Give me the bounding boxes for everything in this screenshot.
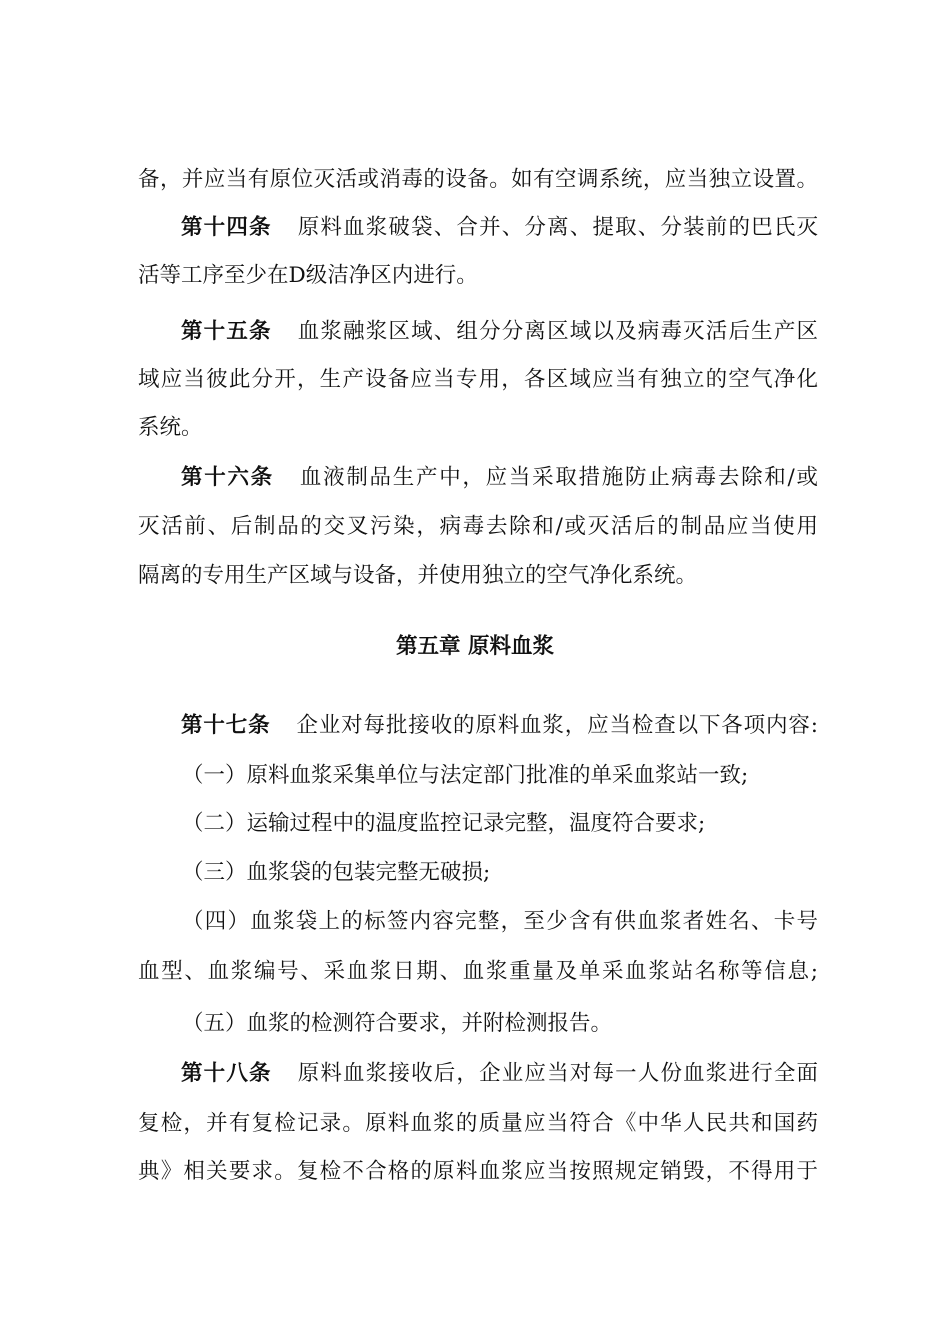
paragraph-line: 活等工序至少在D级洁净区内进行。 [138, 263, 478, 288]
article-text: 血液制品生产中，应当采取措施防止病毒去除和/或 [299, 465, 818, 490]
list-item: （五）血浆的检测符合要求，并附检测报告。 [182, 1011, 613, 1036]
paragraph-line: 隔离的专用生产区域与设备，并使用独立的空气净化系统。 [138, 563, 698, 588]
paragraph-line: 灭活前、后制品的交叉污染，病毒去除和/或灭活后的制品应当使用 [138, 514, 818, 539]
paragraph-line: 备，并应当有原位灭活或消毒的设备。如有空调系统，应当独立设置。 [138, 167, 818, 192]
article-text: 企业对每批接收的原料血浆，应当检查以下各项内容: [296, 713, 818, 738]
list-item: （四）血浆袋上的标签内容完整，至少含有供血浆者姓名、卡号 [182, 909, 818, 934]
article-text: 血浆融浆区域、组分分离区域以及病毒灭活后生产区 [297, 319, 818, 344]
article-17-line [181, 712, 818, 740]
article-heading: 第十六条 [181, 465, 274, 490]
article-text: 原料血浆接收后，企业应当对每一人份血浆进行全面 [297, 1061, 818, 1086]
list-item-continuation: 血型、血浆编号、采血浆日期、血浆重量及单采血浆站名称等信息; [138, 959, 818, 984]
paragraph-line: 系统。 [138, 415, 203, 440]
article-text: 原料血浆破袋、合并、分离、提取、分装前的巴氏灭 [297, 215, 818, 240]
article-14-line [181, 214, 818, 242]
paragraph-line: 复检，并有复检记录。原料血浆的质量应当符合《中华人民共和国药 [138, 1111, 818, 1136]
article-heading: 第十七条 [181, 713, 271, 738]
list-item: （二）运输过程中的温度监控记录完整，温度符合要求; [182, 811, 706, 836]
article-heading: 第十四条 [181, 215, 272, 240]
article-heading: 第十八条 [181, 1061, 272, 1086]
list-item: （三）血浆袋的包装完整无破损; [182, 860, 491, 885]
paragraph-line: 域应当彼此分开，生产设备应当专用，各区域应当有独立的空气净化 [138, 367, 818, 392]
paragraph-line: 典》相关要求。复检不合格的原料血浆应当按照规定销毁，不得用于 [138, 1159, 818, 1184]
article-heading: 第十五条 [181, 319, 272, 344]
article-16-line [181, 464, 818, 492]
chapter-title: 第五章 原料血浆 [396, 634, 554, 659]
list-item: （一）原料血浆采集单位与法定部门批准的单采血浆站一致; [182, 763, 749, 788]
article-18-line [181, 1060, 818, 1088]
article-15-line [181, 318, 818, 346]
